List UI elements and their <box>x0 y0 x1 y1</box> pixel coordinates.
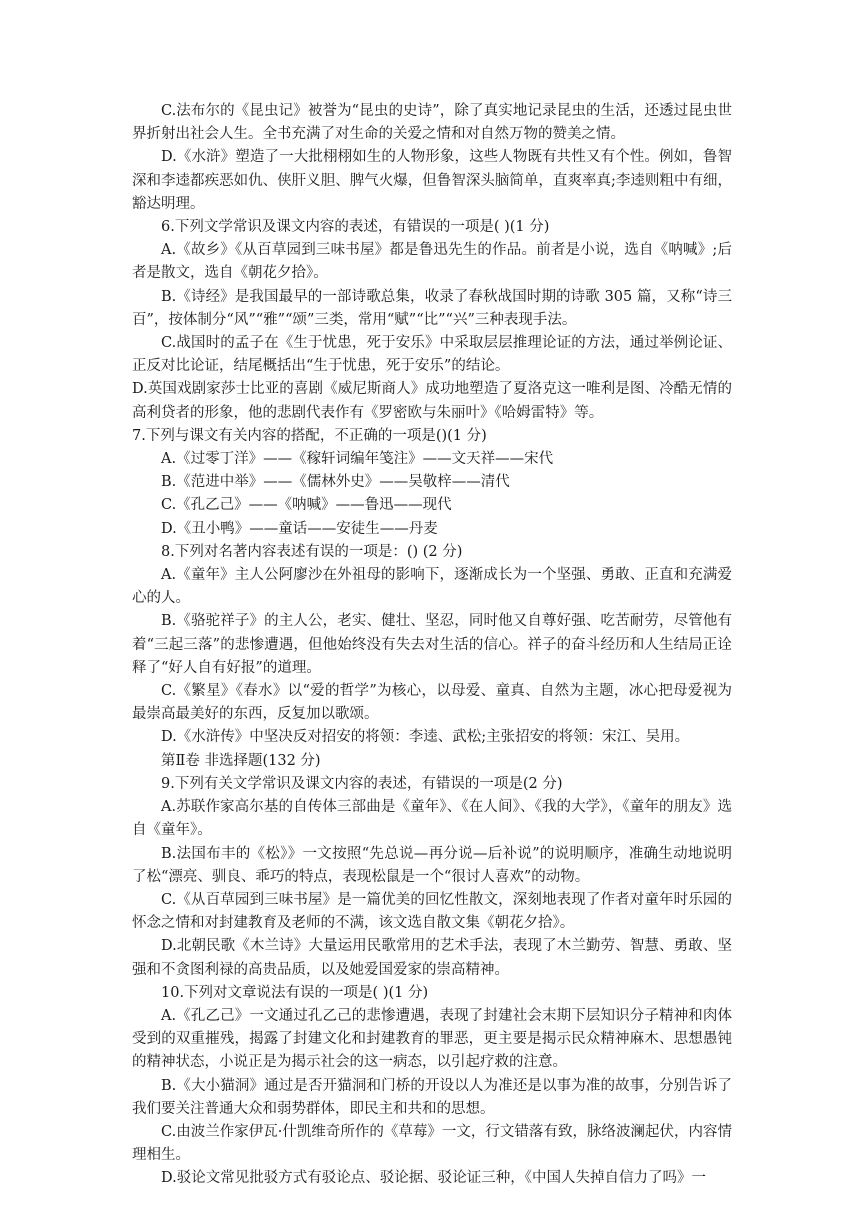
option: D.英国戏剧家莎士比亚的喜剧《威尼斯商人》成功地塑造了夏洛克这一唯利是图、冷酷无情的高利贷者的形象，他的悲剧代表作有《罗密欧与朱丽叶》《哈姆雷特》等。 <box>132 381 732 421</box>
option: C.《从百草园到三味书屋》是一篇优美的回忆性散文，深刻地表现了作者对童年时乐园的怀念之情和对封建教育及老师的不满，该文选自散文集《朝花夕拾》。 <box>132 891 732 932</box>
question-stem: 9.下列有关文学常识及课文内容的表述，有错误的一项是(2 分) <box>161 775 563 792</box>
option: C.由波兰作家伊瓦·什凯维奇所作的《草莓》一文，行文错落有致，脉络波澜起伏，内容情理相生。 <box>132 1123 732 1164</box>
option: A.苏联作家高尔基的自传体三部曲是《童年》、《在人间》、《我的大学》，《童年的朋友》选自《童年》。 <box>132 799 732 839</box>
option: B.法国布丰的《松》》一文按照“先总说—再分说—后补说”的说明顺序，准确生动地说明了松“漂亮、驯良、乖巧的特点，表现松鼠是一个“很讨人喜欢”的动物。 <box>132 845 732 885</box>
question-stem: 8.下列对名著内容表述有误的一项是：() (2 分) <box>161 543 463 560</box>
question-stem: 6.下列文学常识及课文内容的表述，有错误的一项是( )(1 分) <box>161 219 550 236</box>
option: B.《诗经》是我国最早的一部诗歌总集，收录了春秋战国时期的诗歌 305 篇，又称“诗三百”，按体制分“风”“雅”“颂”三类，常用“赋”“比”“兴”三种表现手法。 <box>132 288 732 328</box>
option: A.《孔乙己》一文通过孔乙己的悲惨遭遇，表现了封建社会末期下层知识分子精神和肉体受到的双重摧残，揭露了封建文化和封建教育的罪恶，更主要是揭示民众精神麻木、思想愚钝的精神状态，小说正是为揭示社会的这一病态，以引起疗救的注意。 <box>132 1007 732 1071</box>
option: A.《过零丁洋》——《稼轩词编年笺注》——文天祥——宋代 <box>161 451 554 468</box>
option: D.驳论文常见批驳方式有驳论点、驳论据、驳论证三种，《中国人失掉自信力了吗》一 <box>161 1170 706 1187</box>
option: C.《孔乙己》——《呐喊》——鲁迅——现代 <box>161 497 452 514</box>
option: B.《骆驼祥子》的主人公，老实、健壮、坚忍，同时他又自尊好强、吃苦耐劳，尽管他有着“三起三落”的悲惨遭遇，但他始终没有失去对生活的信心。祥子的奋斗经历和人生结局正诠释了“好人自有好报”的道理。 <box>132 613 732 676</box>
paragraph: D.《水浒》塑造了一大批栩栩如生的人物形象，这些人物既有共性又有个性。例如，鲁智深和李逵都疾恶如仇、侠肝义胆、脾气火爆，但鲁智深头脑简单，直爽率真;李逵则粗中有细，豁达明理。 <box>132 149 732 212</box>
option: D.《丑小鸭》——童话——安徒生——丹麦 <box>161 520 438 537</box>
paragraph: C.法布尔的《昆虫记》被誉为“昆虫的史诗”，除了真实地记录昆虫的生活，还透过昆虫世界折射出社会人生。全书充满了对生命的关爱之情和对自然万物的赞美之情。 <box>132 103 732 143</box>
option: A.《童年》主人公阿廖沙在外祖母的影响下，逐渐成长为一个坚强、勇敢、正直和充满爱心的人。 <box>132 567 732 607</box>
option: B.《范进中举》——《儒林外史》——吴敬梓——清代 <box>161 474 510 491</box>
option: D.《水浒传》中坚决反对招安的将领：李逵、武松;主张招安的将领：宋江、吴用。 <box>161 729 690 746</box>
section-heading: 第Ⅱ卷 非选择题(132 分) <box>161 752 321 769</box>
option: B.《大小猫洞》通过是否开猫洞和门桥的开设以人为准还是以事为准的故事，分别告诉了我们要关注普通大众和弱势群体，即民主和共和的思想。 <box>132 1077 732 1117</box>
question-stem: 10.下列对文章说法有误的一项是( )(1 分) <box>161 984 429 1001</box>
question-stem: 7.下列与课文有关内容的搭配，不正确的一项是()(1 分) <box>132 427 487 444</box>
option: C.《繁星》《春水》以“爱的哲学”为核心，以母爱、童真、自然为主题，冰心把母爱视为最崇高最美好的东西，反复加以歌颂。 <box>132 683 732 723</box>
option: C.战国时的孟子在《生于忧患，死于安乐》中采取层层推理论证的方法，通过举例论证、正反对比论证，结尾概括出“生于忧患，死于安乐”的结论。 <box>132 335 732 375</box>
document-page <box>132 100 732 1191</box>
option: D.北朝民歌《木兰诗》大量运用民歌常用的艺术手法，表现了木兰勤劳、智慧、勇敢、坚强和不贪图利禄的高贵品质，以及她爱国爱家的崇高精神。 <box>132 938 732 978</box>
option: A.《故乡》《从百草园到三味书屋》都是鲁迅先生的作品。前者是小说，选自《呐喊》;后者是散文，选自《朝花夕拾》。 <box>132 242 732 282</box>
